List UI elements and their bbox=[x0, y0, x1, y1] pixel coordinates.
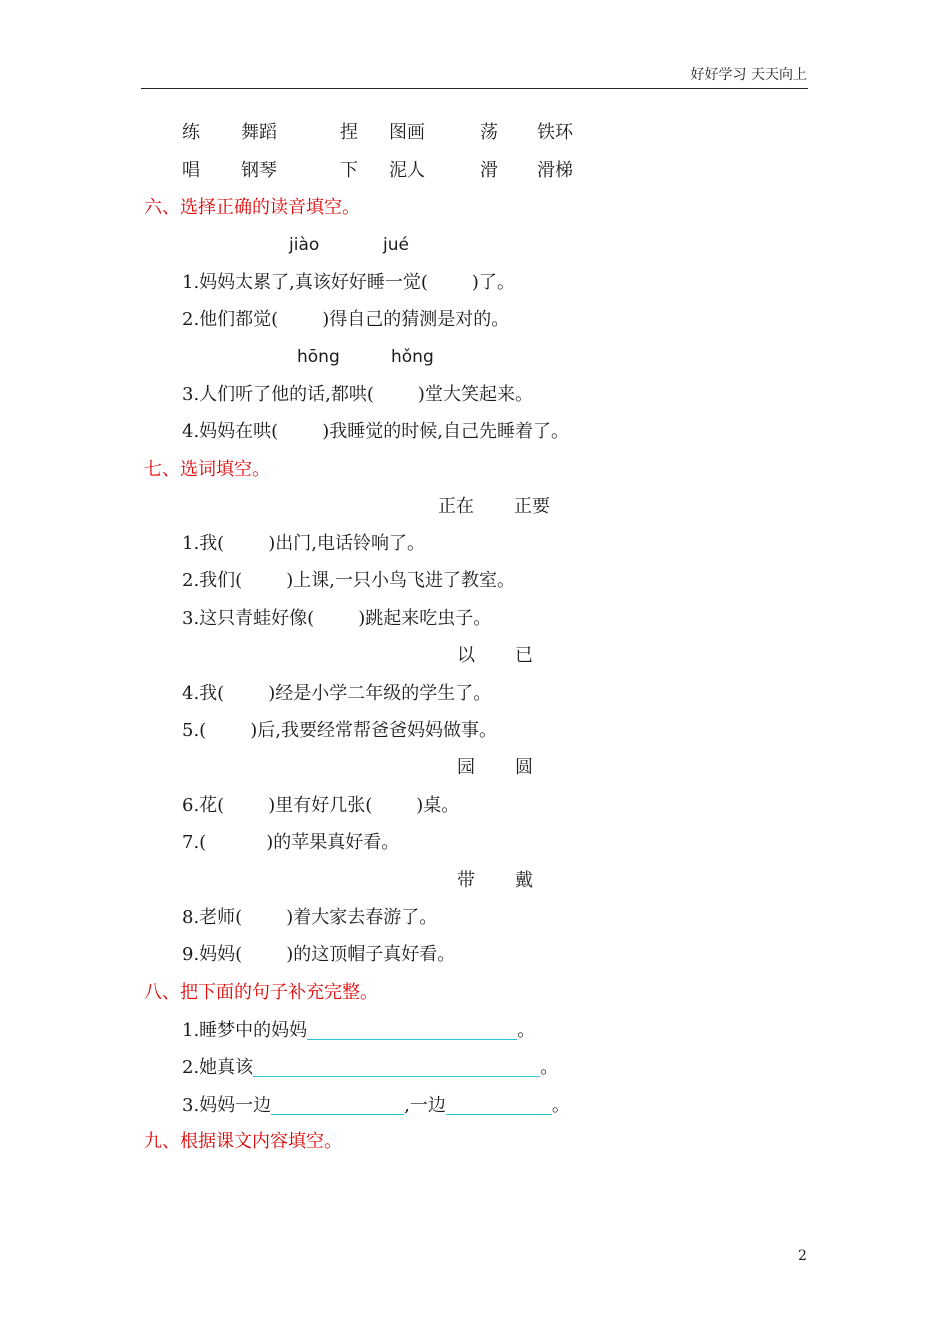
question-8-3: 3.妈妈一边 ,一边 。 bbox=[182, 1095, 570, 1116]
word-right-1: 舞蹈 bbox=[241, 122, 277, 143]
word-choice: 带 bbox=[457, 870, 475, 891]
question-7-6: 6.花( )里有好几张( )桌。 bbox=[182, 795, 460, 816]
question-7-2: 2.我们( )上课,一只小鸟飞进了教室。 bbox=[182, 570, 515, 591]
pinyin-option: jué bbox=[383, 235, 409, 255]
question-7-8: 8.老师( )着大家去春游了。 bbox=[182, 907, 438, 928]
word-choice: 圆 bbox=[515, 757, 533, 778]
question-8-2: 2.她真该 。 bbox=[182, 1057, 559, 1078]
word-left-6: 滑 bbox=[480, 160, 498, 181]
word-left-4: 唱 bbox=[182, 160, 200, 181]
question-6-2: 2.他们都觉( )得自己的猜测是对的。 bbox=[182, 309, 510, 330]
question-7-9: 9.妈妈( )的这顶帽子真好看。 bbox=[182, 944, 456, 965]
word-right-3: 铁环 bbox=[537, 122, 573, 143]
word-right-5: 泥人 bbox=[389, 160, 425, 181]
question-7-3: 3.这只青蛙好像( )跳起来吃虫子。 bbox=[182, 608, 492, 629]
pinyin-option: hǒng bbox=[391, 347, 434, 367]
section-6-title: 六、选择正确的读音填空。 bbox=[144, 197, 360, 218]
answer-line[interactable] bbox=[446, 1096, 552, 1115]
word-choice: 已 bbox=[515, 645, 533, 666]
word-choice: 戴 bbox=[515, 870, 533, 891]
pinyin-option: hōng bbox=[297, 347, 340, 367]
word-left-1: 练 bbox=[182, 122, 200, 143]
question-7-1: 1.我( )出门,电话铃响了。 bbox=[182, 533, 425, 554]
answer-line[interactable] bbox=[253, 1058, 540, 1077]
question-6-1: 1.妈妈太累了,真该好好睡一觉( )了。 bbox=[182, 272, 515, 293]
word-left-5: 下 bbox=[340, 160, 358, 181]
word-right-2: 图画 bbox=[389, 122, 425, 143]
word-choice: 园 bbox=[457, 757, 475, 778]
question-6-4: 4.妈妈在哄( )我睡觉的时候,自己先睡着了。 bbox=[182, 421, 569, 442]
header-rule bbox=[141, 88, 808, 89]
word-right-4: 钢琴 bbox=[241, 160, 277, 181]
word-choice: 以 bbox=[457, 645, 475, 666]
question-6-3: 3.人们听了他的话,都哄( )堂大笑起来。 bbox=[182, 384, 533, 405]
answer-line[interactable] bbox=[271, 1096, 404, 1115]
word-left-3: 荡 bbox=[480, 122, 498, 143]
question-7-7: 7.( )的苹果真好看。 bbox=[182, 832, 400, 853]
question-8-1: 1.睡梦中的妈妈 。 bbox=[182, 1020, 536, 1041]
question-7-5: 5.( )后,我要经常帮爸爸妈妈做事。 bbox=[182, 720, 497, 741]
section-9-title: 九、根据课文内容填空。 bbox=[144, 1131, 342, 1152]
section-7-title: 七、选词填空。 bbox=[144, 459, 270, 480]
question-7-4: 4.我( )经是小学二年级的学生了。 bbox=[182, 683, 492, 704]
answer-line[interactable] bbox=[307, 1021, 517, 1040]
word-choice: 正要 bbox=[514, 496, 550, 517]
word-choice: 正在 bbox=[438, 496, 474, 517]
page-number: 2 bbox=[798, 1248, 807, 1264]
word-right-6: 滑梯 bbox=[537, 160, 573, 181]
section-8-title: 八、把下面的句子补充完整。 bbox=[144, 982, 378, 1003]
word-left-2: 捏 bbox=[340, 122, 358, 143]
header-text: 好好学习 天天向上 bbox=[690, 67, 807, 83]
pinyin-option: jiào bbox=[289, 235, 320, 255]
